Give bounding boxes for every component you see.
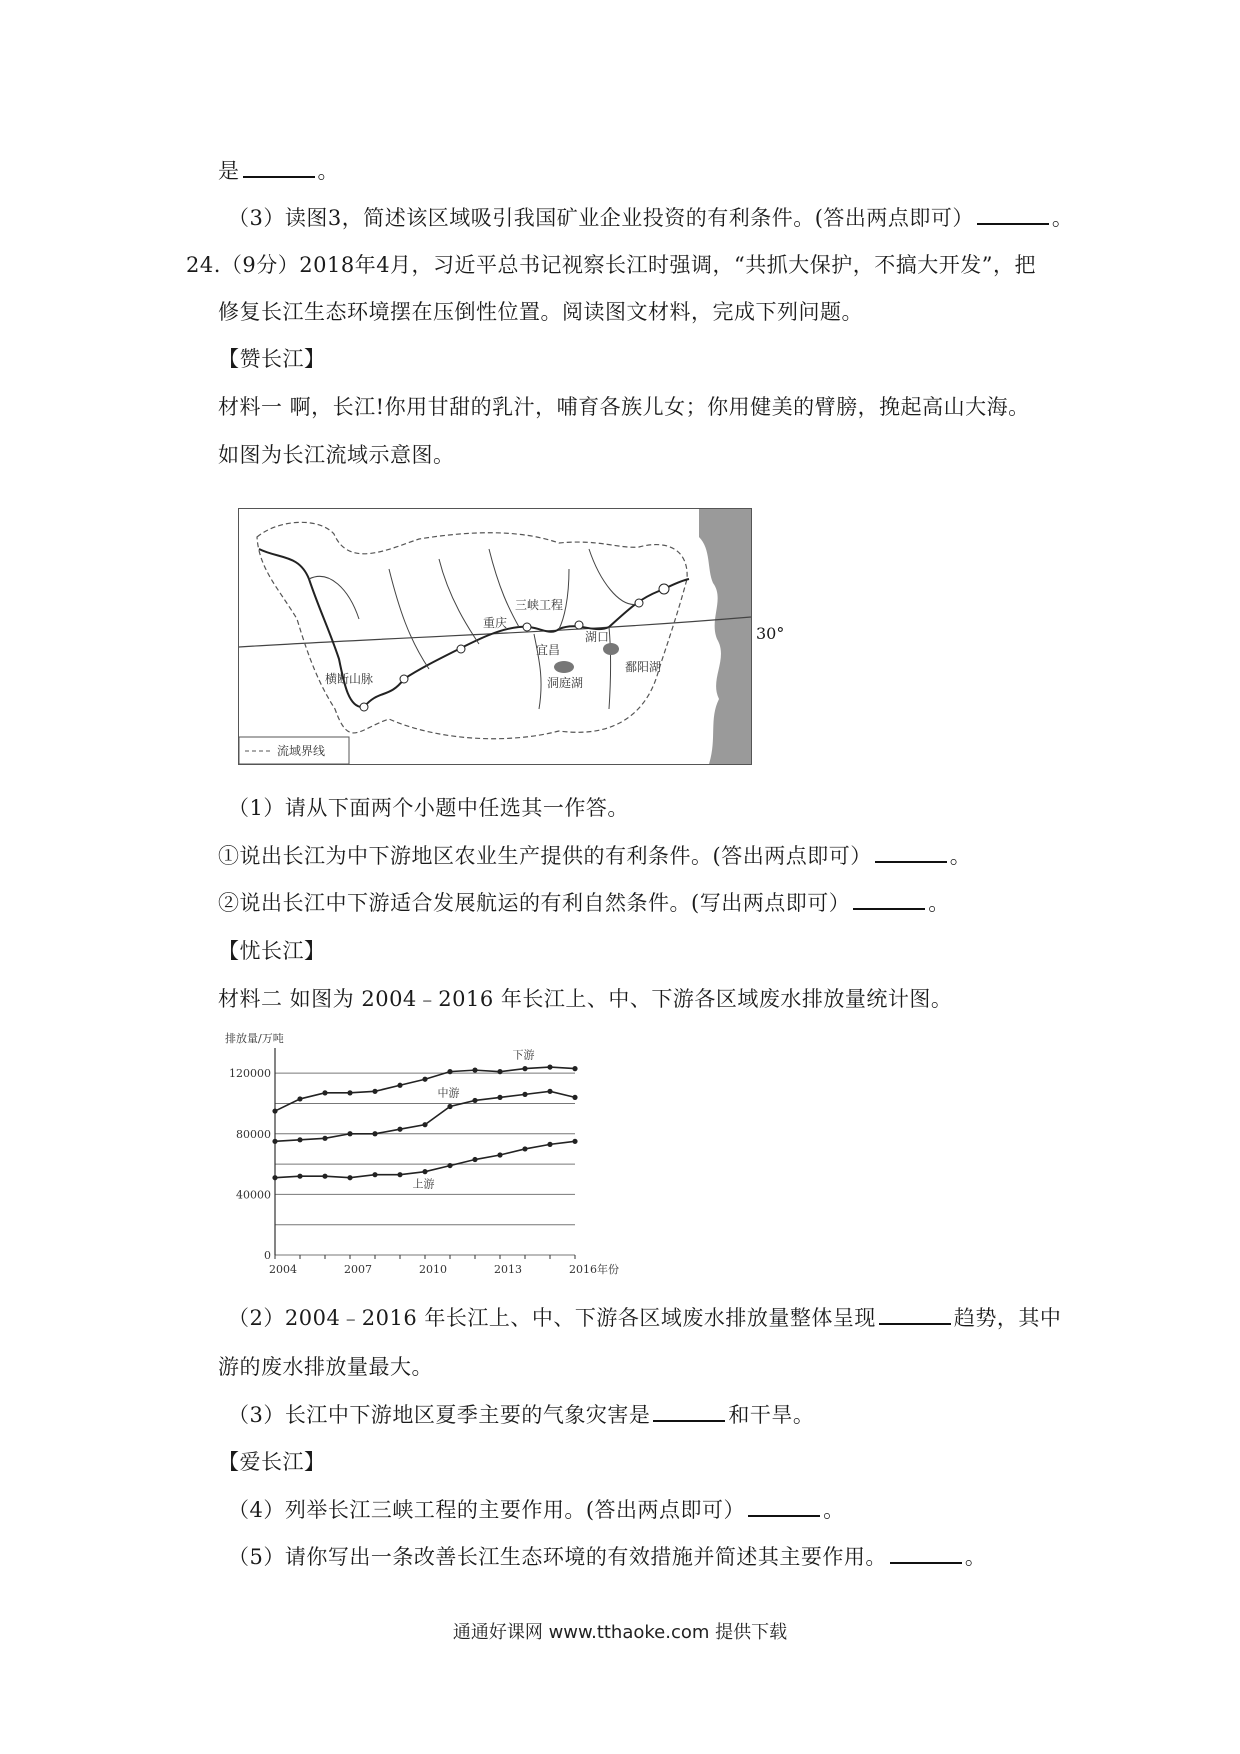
series-label: 上游 <box>412 1177 435 1191</box>
answer-blank[interactable] <box>653 1400 725 1422</box>
q23-3-text: （3）读图3，简述该区域吸引我国矿业企业投资的有利条件。(答出两点即可） <box>228 206 974 230</box>
material1-caption: 如图为长江流域示意图。 <box>218 443 455 467</box>
q24-head-line-2: 修复长江生态环境摆在压倒性位置。阅读图文材料，完成下列问题。 <box>218 300 863 324</box>
q1-a-line <box>218 841 971 871</box>
q3-end: 和干旱。 <box>728 1403 815 1427</box>
data-point <box>547 1089 552 1094</box>
q4-end: 。 <box>823 1498 845 1522</box>
q2-a-line <box>228 1303 1061 1333</box>
data-point <box>547 1142 552 1147</box>
data-point <box>322 1090 327 1095</box>
city-marker <box>360 703 368 711</box>
y-axis-label: 排放量/万吨 <box>225 1032 284 1045</box>
data-point <box>572 1095 577 1100</box>
data-point <box>372 1089 377 1094</box>
data-point <box>522 1146 527 1151</box>
main-river <box>259 549 689 707</box>
city-marker <box>400 675 408 683</box>
data-point <box>497 1152 502 1157</box>
q23-3-line <box>228 203 1073 233</box>
data-point <box>447 1069 452 1074</box>
q2-a-end: 趋势，其中 <box>953 1306 1062 1330</box>
chart-svg <box>220 1030 619 1285</box>
section-ai-heading: 【爱长江】 <box>218 1450 326 1474</box>
data-point <box>422 1077 427 1082</box>
city-marker <box>457 645 465 653</box>
data-point <box>347 1131 352 1136</box>
data-point <box>272 1108 277 1113</box>
data-point <box>397 1083 402 1088</box>
answer-blank[interactable] <box>977 203 1049 225</box>
data-point <box>572 1139 577 1144</box>
q23-tail-text: 是 <box>218 159 240 183</box>
data-point <box>322 1136 327 1141</box>
answer-blank[interactable] <box>890 1542 962 1564</box>
city-marker <box>635 599 643 607</box>
q1-a-text: ①说出长江为中下游地区农业生产提供的有利条件。(答出两点即可） <box>218 844 872 868</box>
data-point <box>447 1163 452 1168</box>
q5-text: （5）请你写出一条改善长江生态环境的有效措施并简述其主要作用。 <box>228 1545 887 1569</box>
x-tick-label: 2004 <box>269 1263 297 1276</box>
sea-area <box>699 509 751 764</box>
material1-text: 材料一 啊，长江!你用甘甜的乳汁，哺育各族儿女；你用健美的臂膀，挽起高山大海。 <box>218 395 1030 419</box>
data-point <box>422 1122 427 1127</box>
q2-b-line: 游的废水排放量最大。 <box>218 1355 433 1379</box>
data-point <box>522 1066 527 1071</box>
data-point <box>372 1131 377 1136</box>
data-point <box>472 1098 477 1103</box>
q23-tail-line <box>218 156 339 186</box>
section-zan-heading: 【赞长江】 <box>218 347 326 371</box>
legend-label: 流域界线 <box>277 744 326 758</box>
y-tick-label: 40000 <box>236 1188 271 1202</box>
data-point <box>447 1104 452 1109</box>
series-line <box>275 1067 575 1111</box>
series-label: 中游 <box>437 1086 460 1100</box>
q1-b-text: ②说出长江中下游适合发展航运的有利自然条件。(写出两点即可） <box>218 891 851 915</box>
q23-3-end: 。 <box>1051 206 1074 230</box>
q1-intro: （1）请从下面两个小题中任选其一作答。 <box>228 796 629 820</box>
q2-a-text: （2）2004﹣2016 年长江上、中、下游各区域废水排放量整体呈现 <box>228 1306 876 1330</box>
q4-text: （4）列举长江三峡工程的主要作用。(答出两点即可） <box>228 1498 746 1522</box>
material2-text: 材料二 如图为 2004﹣2016 年长江上、中、下游各区域废水排放量统计图。 <box>218 987 953 1011</box>
q5-line <box>228 1542 986 1572</box>
label-hukou: 湖口 <box>585 630 610 644</box>
data-point <box>272 1139 277 1144</box>
data-point <box>297 1174 302 1179</box>
x-tick-label: 2007 <box>344 1263 372 1276</box>
x-tick-label: 2010 <box>419 1263 447 1276</box>
answer-blank[interactable] <box>243 156 315 178</box>
map-drawing <box>239 509 751 764</box>
data-point <box>272 1175 277 1180</box>
q23-tail-end: 。 <box>317 159 339 183</box>
city-marker <box>523 623 531 631</box>
data-point <box>522 1092 527 1097</box>
data-point <box>422 1169 427 1174</box>
label-poyang: 鄱阳湖 <box>625 660 662 674</box>
city-marker <box>575 621 583 629</box>
data-point <box>497 1069 502 1074</box>
latitude-label: 30° <box>756 624 785 643</box>
q1-b-line <box>218 888 950 918</box>
q5-end: 。 <box>964 1545 987 1569</box>
data-point <box>372 1172 377 1177</box>
dongting-lake <box>554 661 574 673</box>
data-point <box>397 1127 402 1132</box>
q1-a-end: 。 <box>949 844 972 868</box>
data-point <box>347 1175 352 1180</box>
answer-blank[interactable] <box>748 1495 820 1517</box>
y-tick-label: 80000 <box>236 1127 271 1141</box>
poyang-lake <box>603 643 619 655</box>
data-point <box>472 1157 477 1162</box>
answer-blank[interactable] <box>875 841 947 863</box>
wastewater-chart <box>220 1030 619 1285</box>
label-three-gorges: 三峡工程 <box>515 598 564 612</box>
data-point <box>547 1064 552 1069</box>
data-point <box>347 1090 352 1095</box>
data-point <box>297 1096 302 1101</box>
data-point <box>297 1137 302 1142</box>
y-tick-label: 120000 <box>229 1067 271 1081</box>
x-tick-label: 2016年份 <box>569 1263 619 1276</box>
data-point <box>472 1068 477 1073</box>
data-point <box>572 1066 577 1071</box>
q3-text: （3）长江中下游地区夏季主要的气象灾害是 <box>228 1403 651 1427</box>
q1-b-end: 。 <box>928 891 950 915</box>
city-marker <box>659 584 669 594</box>
label-yichang: 宜昌 <box>536 643 561 657</box>
label-chongqing: 重庆 <box>483 616 508 630</box>
q3-line <box>228 1400 814 1430</box>
page-footer: 通通好课网 www.tthaoke.com 提供下载 <box>452 1622 788 1643</box>
label-hengduan: 横断山脉 <box>325 672 374 686</box>
y-tick-label: 0 <box>264 1249 271 1262</box>
series-label: 下游 <box>512 1048 535 1062</box>
section-you-heading: 【忧长江】 <box>218 939 326 963</box>
data-point <box>497 1095 502 1100</box>
q4-line <box>228 1495 845 1525</box>
basin-boundary <box>257 522 687 738</box>
x-tick-label: 2013 <box>494 1263 522 1276</box>
q24-head-line-1: 24.（9分）2018年4月，习近平总书记视察长江时强调，“共抓大保护，不搞大开发”，把 <box>186 253 1037 277</box>
yangtze-basin-map <box>238 508 752 765</box>
label-dongting: 洞庭湖 <box>547 676 584 690</box>
answer-blank[interactable] <box>853 888 925 910</box>
answer-blank[interactable] <box>879 1303 951 1325</box>
data-point <box>397 1172 402 1177</box>
data-point <box>322 1174 327 1179</box>
